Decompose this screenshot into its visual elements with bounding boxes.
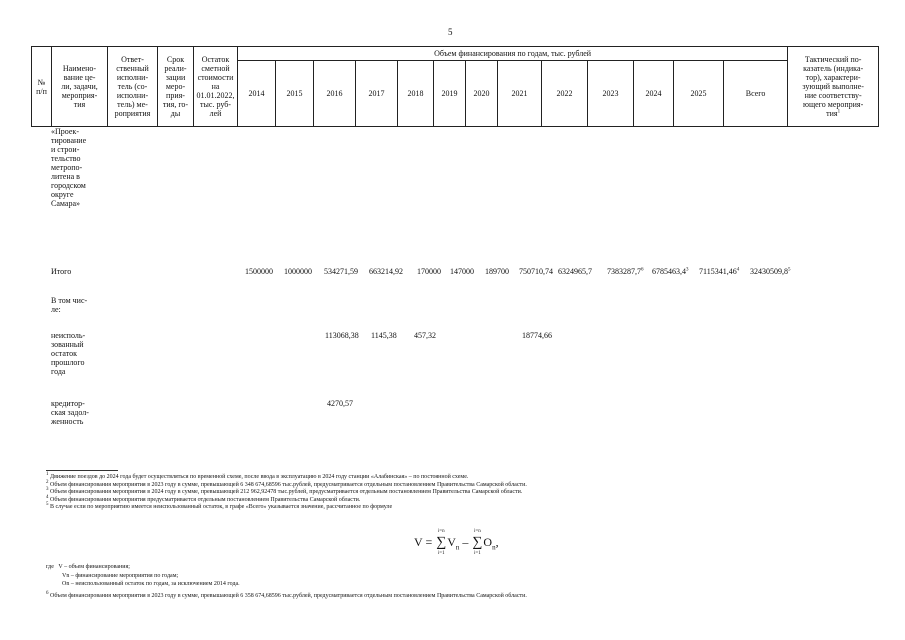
- header-year: 2022: [542, 61, 588, 127]
- formula-legend-line: [46, 572, 240, 581]
- page-number: 5: [448, 27, 453, 37]
- formula-term1: V: [447, 535, 456, 549]
- header-year: 2015: [276, 61, 314, 127]
- payables-2016: 4270,57: [327, 399, 353, 408]
- sum-upper-limit: i=n: [437, 529, 445, 534]
- formula-legend-line: [46, 563, 240, 572]
- header-balance: Остаток сметной стоимости на 01.01.2022, тыс. руб- лей: [194, 47, 238, 127]
- total-2023: [607, 267, 644, 276]
- total-2022: 6324965,7: [558, 267, 592, 276]
- total-2023-sup: 6: [641, 267, 644, 273]
- total-2021: 750710,74: [519, 267, 553, 276]
- header-term: Срок реали- зации меро- прия- тия, го- ды: [158, 47, 194, 127]
- total-2017: 663214,92: [369, 267, 403, 276]
- formula-term2-sub: n: [492, 543, 496, 552]
- header-year: 2018: [398, 61, 434, 127]
- total-2025: [699, 267, 739, 276]
- sum-upper-limit: i=n: [474, 529, 481, 534]
- funding-table-header: [31, 46, 879, 127]
- footnote-text: Движение поездов до 2024 года будет осуществляться по временной схеме, после ввода в эксплуатацию в 2024 году станции «Алабинская» – по постоянной схеме.: [50, 474, 469, 480]
- including-label: В том чис- ле:: [51, 296, 88, 314]
- header-year: 2017: [356, 61, 398, 127]
- header-year: 2016: [314, 61, 356, 127]
- formula-lhs: V =: [414, 535, 436, 549]
- header-year: 2019: [434, 61, 466, 127]
- header-year: 2014: [238, 61, 276, 127]
- total-all-sup: 5: [788, 267, 791, 273]
- footnote-text: Объем финансирования мероприятия в 2023 году в сумме, превышающей 6 348 674,68596 тыс.рублей, предусматривается отдельным постановлением Правительства Самарской области.: [50, 481, 527, 488]
- unused-2018: 457,32: [414, 331, 436, 340]
- footnote: [46, 504, 886, 512]
- total-2024: [652, 267, 689, 276]
- footnote: [46, 489, 886, 497]
- total-2020: 189700: [485, 267, 509, 276]
- footnote-text: В случае если по мероприятию имеется неиспользованный остаток, в графе «Всего» указывается значение, рассчитанное по формуле: [50, 504, 393, 511]
- header-tactical: [788, 47, 879, 127]
- unused-2021: 18774,66: [522, 331, 552, 340]
- total-2024-value: 6785463,4: [652, 267, 686, 276]
- total-2016: 534271,59: [324, 267, 358, 276]
- total-all-value: 32430509,8: [750, 267, 788, 276]
- header-year: 2021: [498, 61, 542, 127]
- header-year: 2024: [634, 61, 674, 127]
- formula-legend: [46, 563, 240, 589]
- sum-sign-icon: ∑ i=n i=1: [472, 529, 483, 556]
- header-num: № п/п: [32, 47, 52, 127]
- footnote-marker: 5: [46, 502, 49, 508]
- header-year: 2025: [674, 61, 724, 127]
- footnote-text: Объем финансирования мероприятия в 2023 году в сумме, превышающей 6 358 674,68596 тыс.рублей, предусматривается отдельным постановлением Правительства Самарской области.: [50, 593, 527, 599]
- total-2019: 147000: [450, 267, 474, 276]
- footnotes: [46, 474, 886, 512]
- total-2018: 170000: [417, 267, 441, 276]
- sum-lower-limit: i=1: [437, 551, 445, 556]
- total-2015: 1000000: [284, 267, 312, 276]
- footnote-marker: 4: [46, 494, 49, 500]
- total-row-label: Итого: [51, 267, 72, 276]
- formula-legend-line: [46, 580, 240, 589]
- header-tactical-sup: 1: [837, 109, 841, 115]
- sum-sign-icon: ∑ i=n i=1: [436, 529, 447, 556]
- footnote-divider: [46, 470, 118, 471]
- total-2024-sup: 3: [686, 267, 689, 273]
- footnote-text: Объем финансирования мероприятия предусматривается отдельным постановлением Правительства Самарской области.: [50, 496, 361, 503]
- payables-label: кредитор- ская задол- женность: [51, 399, 89, 426]
- footnote-marker: 2: [46, 479, 49, 485]
- footnote-marker: 1: [46, 472, 49, 477]
- total-2014: 1500000: [245, 267, 273, 276]
- footnote: [46, 474, 886, 482]
- total-2023-value: 7383287,7: [607, 267, 641, 276]
- footnote-marker: 6: [46, 591, 49, 596]
- where-line: V – объем финансирования;: [58, 564, 130, 570]
- formula-minus: –: [459, 535, 472, 549]
- footnote-text: Объем финансирования мероприятия в 2024 году в сумме, превышающей 212 962,92478 тыс.рублей, предусматривается отдельным постановлением Правительства Самарской области.: [50, 489, 523, 496]
- unused-balance-label: неисполь- зованный остаток прошлого года: [51, 331, 86, 376]
- header-year: 2020: [466, 61, 498, 127]
- footnote: [46, 593, 527, 599]
- footnote-marker: 3: [46, 487, 49, 493]
- header-name: Наимено- вание це- ли, задачи, мероприя- тия: [52, 47, 108, 127]
- project-name: «Проек- тирование и строи- тельство метропо- литена в городском округе Самара»: [51, 127, 87, 208]
- total-2025-sup: 4: [736, 267, 740, 273]
- header-year: 2023: [588, 61, 634, 127]
- where-line: On – неиспользованный остаток по годам, за исключением 2014 года.: [62, 581, 240, 587]
- formula: [414, 529, 499, 561]
- header-responsible: Ответ- ственный исполни- тель (со- исполни- тель) ме- роприятия: [108, 47, 158, 127]
- formula-term2: O: [483, 535, 493, 549]
- formula-tail: ,: [495, 535, 499, 549]
- header-funding-group: Объем финансирования по годам, тыс. рублей: [238, 47, 788, 61]
- unused-2016: 113068,38: [325, 331, 359, 340]
- total-2025-value: 7115341,46: [699, 267, 737, 276]
- where-line: Vn – финансирование мероприятия по годам;: [62, 572, 179, 579]
- header-tactical-text: Тактический по- казатель (индика- тор), характери- зующий выполне- ние соответству- ющего мероприя- тия: [802, 55, 864, 118]
- header-total: Всего: [724, 61, 788, 127]
- formula-term1-sub: n: [455, 543, 460, 552]
- total-all: [750, 267, 791, 276]
- where-lead: где: [46, 564, 54, 570]
- sum-lower-limit: i=1: [474, 551, 481, 556]
- unused-2017: 1145,38: [371, 331, 397, 340]
